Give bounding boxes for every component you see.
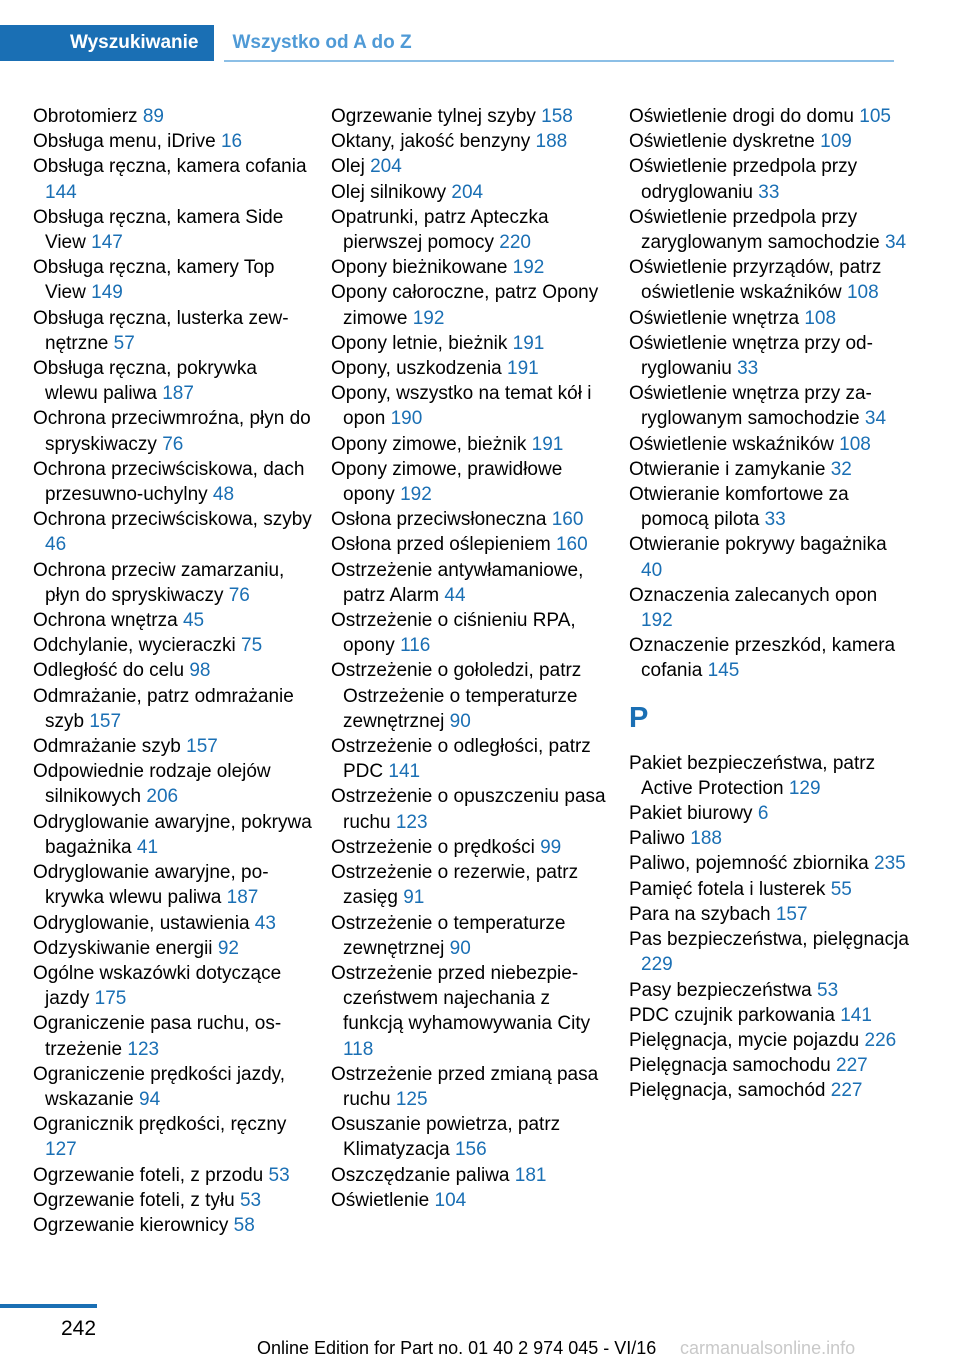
index-entry (33, 684, 313, 734)
index-entry (33, 558, 313, 608)
index-term: Ograniczenie pasa ruchu, ostrzeżenie (33, 1013, 282, 1060)
page-link[interactable]: 226 (864, 1029, 897, 1051)
index-term: Opony bieżnikowane (331, 257, 508, 279)
index-entry (33, 633, 313, 658)
index-entry (33, 406, 313, 456)
index-entry (33, 104, 313, 129)
index-entry (331, 154, 611, 179)
index-term: Ochrona przeciwmroźna, płyn do spryskiwaczy (33, 408, 311, 455)
page-link[interactable]: 235 (874, 853, 906, 875)
index-term: Para na szybach (629, 903, 771, 925)
index-term: Odzyskiwanie energii (33, 937, 213, 959)
index-term: Osuszanie powietrza, patrz Klimatyzacja (331, 1114, 561, 1161)
index-entry (33, 759, 313, 809)
page-link[interactable]: 16 (220, 131, 243, 153)
index-entry (331, 608, 611, 658)
index-term: Ostrzeżenie o gołoledzi, patrz Ostrzeżenie o temperaturze zewnętrznej (331, 660, 582, 732)
index-term: Osłona przed oślepieniem (331, 534, 551, 556)
index-term: Obrotomierz (33, 106, 138, 127)
index-term: Ostrzeżenie o rezerwie, patrz zasięg (331, 862, 579, 909)
index-term: Odchylanie, wycieraczki (33, 635, 236, 657)
index-entry (331, 180, 611, 205)
page-link[interactable]: 53 (239, 1189, 262, 1211)
index-term: Olej silnikowy (331, 181, 447, 203)
index-term: Ostrzeżenie o temperaturze zewnętrznej (331, 912, 566, 959)
page-link[interactable]: 229 (641, 954, 673, 976)
page-link[interactable]: 92 (217, 937, 239, 959)
index-entry (331, 911, 611, 961)
page-link[interactable]: 109 (820, 131, 852, 153)
index-entry (33, 936, 313, 961)
index-entry (629, 1028, 909, 1053)
index-term: Ostrzeżenie o prędkości (331, 836, 535, 858)
index-entry (331, 457, 611, 507)
index-term: Obsługa menu, iDrive (33, 131, 216, 153)
index-term: Obsługa ręczna, kamera cofania (33, 156, 307, 178)
index-entry (33, 1188, 313, 1213)
index-term: Odległość do celu (33, 660, 185, 682)
page-link[interactable]: 187 (162, 383, 194, 405)
index-group-o (629, 104, 909, 684)
tab-wszystko-od-a-do-z[interactable]: Wszystko od A do Z (232, 32, 412, 53)
page-link[interactable]: 158 (541, 106, 573, 127)
index-term: Oznaczenie przeszkód, kamera cofania (629, 635, 896, 682)
index-term: Otwieranie pokrywy bagażnika (629, 534, 887, 556)
index-term: Oświetlenie przedpola przy zaryglowanym samochodzie (629, 206, 880, 254)
page-link[interactable]: 108 (839, 433, 871, 455)
page-link[interactable]: 157 (186, 736, 218, 758)
index-term: PDC czujnik parkowania (629, 1004, 835, 1026)
index-entry (331, 532, 611, 557)
page-link[interactable]: 123 (395, 811, 428, 833)
page-link[interactable]: 76 (162, 433, 184, 455)
index-term: Oświetlenie przedpola przy odryglowaniu (629, 156, 858, 203)
index-term: Pielęgnacja, mycie pojazdu (629, 1029, 860, 1051)
index-entry (629, 306, 909, 331)
page-link[interactable]: 48 (212, 484, 235, 506)
index-entry (331, 961, 611, 1062)
index-term: Opony, uszkodzenia (331, 358, 502, 380)
index-term: Odpowiednie rodzaje olejów silnikowych (33, 761, 271, 808)
index-entry (33, 255, 313, 305)
page-link[interactable]: 147 (91, 232, 123, 254)
index-term: Paliwo (629, 828, 685, 850)
index-term: Obsługa ręczna, kamery Top View (33, 257, 275, 304)
index-entry (629, 1078, 909, 1103)
index-term: Odmrażanie szyb (33, 736, 181, 758)
index-entry (33, 860, 313, 910)
index-entry (33, 734, 313, 759)
page-link[interactable]: 192 (641, 610, 673, 632)
page-link[interactable]: 191 (507, 358, 539, 380)
index-entry (629, 255, 909, 305)
page-link[interactable]: 149 (91, 282, 123, 304)
index-entry (33, 608, 313, 633)
header-tabs (0, 25, 430, 61)
index-term: Ogrzewanie foteli, z tyłu (33, 1189, 235, 1211)
index-term: Ogólne wskazówki dotyczące jazdy (33, 962, 282, 1010)
index-column-1 (33, 104, 313, 1238)
page-link[interactable]: 204 (451, 181, 484, 203)
index-term: Oświetlenie przyrządów, patrz oświetlenie wskaźników (629, 257, 882, 304)
index-term: Ostrzeżenie przed niebezpieczeństwem najechania z funkcją wyhamowywania City (331, 962, 591, 1035)
page-link[interactable]: 34 (864, 408, 887, 430)
page-link[interactable]: 45 (182, 610, 205, 632)
page-link[interactable]: 105 (859, 106, 891, 127)
page-link[interactable]: 190 (390, 408, 423, 430)
index-entry (629, 978, 909, 1003)
index-entry (33, 457, 313, 507)
index-term: Ostrzeżenie o ciśnieniu RPA, opony (331, 610, 576, 657)
index-term: Oktany, jakość benzyny (331, 131, 531, 153)
index-entry (331, 280, 611, 330)
index-term: Oświetlenie drogi do domu (629, 106, 854, 127)
watermark-text: carmanualsonline.info (680, 1338, 856, 1358)
index-entry (629, 1003, 909, 1028)
page-link[interactable]: 129 (788, 777, 821, 799)
index-entry (33, 911, 313, 936)
footer-accent-line (0, 1304, 97, 1308)
index-term: Odryglowanie awaryjne, pokrywa bagażnika (33, 811, 312, 858)
index-entry (33, 154, 313, 204)
page-link[interactable]: 55 (830, 878, 852, 900)
index-entry (629, 205, 909, 255)
page-link[interactable]: 125 (395, 1088, 428, 1110)
index-term: Pasy bezpieczeństwa (629, 979, 812, 1001)
index-term: Opony zimowe, prawidłowe opony (331, 458, 563, 506)
page-link[interactable]: 227 (836, 1055, 868, 1077)
index-term: Pielęgnacja samochodu (629, 1055, 831, 1077)
index-entry (33, 1213, 313, 1238)
index-term: Osłona przeciwsłoneczna (331, 509, 547, 531)
index-entry (33, 810, 313, 860)
page-link[interactable]: 160 (555, 534, 588, 556)
page-link[interactable]: 90 (449, 937, 471, 959)
index-entry (331, 129, 611, 154)
page-link[interactable]: 191 (512, 332, 545, 354)
page-link[interactable]: 91 (403, 887, 425, 909)
index-entry (331, 381, 611, 431)
index-entry (331, 558, 611, 608)
index-entry (629, 801, 909, 826)
page-link[interactable]: 46 (45, 534, 67, 556)
page-link[interactable]: 99 (540, 836, 562, 858)
index-term: Otwieranie i zamykanie (629, 458, 826, 480)
page-link[interactable]: 127 (45, 1139, 77, 1161)
index-term: Ostrzeżenie o opuszczeniu pasa ruchu (331, 786, 606, 833)
section-letter-heading: P (629, 701, 649, 734)
index-entry (629, 331, 909, 381)
index-term: Oświetlenie wnętrza (629, 307, 800, 329)
page-link[interactable]: 204 (370, 156, 402, 178)
index-entry (33, 205, 313, 255)
index-term: Oznaczenia zalecanych opon (629, 584, 878, 606)
index-entry (331, 331, 611, 356)
page-link[interactable]: 175 (94, 988, 127, 1010)
index-term: Pakiet biurowy (629, 803, 753, 825)
index-term: Odmrażanie, patrz odmrażanie szyb (33, 685, 294, 732)
index-entry (629, 1053, 909, 1078)
index-entry (629, 381, 909, 431)
index-group-p (629, 751, 909, 1104)
index-entry (331, 104, 611, 129)
index-entry (33, 658, 313, 683)
index-entry (629, 877, 909, 902)
index-term: Opony letnie, bieżnik (331, 332, 508, 354)
page-link[interactable]: 188 (535, 131, 568, 153)
page-link[interactable]: 156 (454, 1139, 487, 1161)
page-link[interactable]: 206 (146, 786, 179, 808)
index-entry (33, 1011, 313, 1061)
index-entry (629, 826, 909, 851)
page-link[interactable]: 227 (830, 1080, 863, 1102)
page-link[interactable]: 118 (343, 1038, 374, 1060)
index-term: Paliwo, pojemność zbiornika (629, 853, 869, 875)
page-link[interactable]: 41 (136, 836, 159, 858)
index-entry (629, 129, 909, 154)
index-term: Oświetlenie wnętrza przy odryglowaniu (629, 332, 873, 380)
page-link[interactable]: 192 (412, 307, 445, 329)
index-term: Ostrzeżenie przed zmianą pasa ruchu (331, 1063, 599, 1110)
index-term: Ograniczenie prędkości jazdy, wskazanie (33, 1063, 286, 1110)
page-link[interactable]: 144 (45, 181, 77, 203)
page-link[interactable]: 187 (226, 887, 259, 909)
index-entry (629, 532, 909, 582)
page-link[interactable]: 108 (846, 282, 879, 304)
index-term: Pakiet bezpieczeństwa, patrz Active Protection (629, 752, 876, 799)
index-term: Pielęgnacja, samochód (629, 1080, 826, 1102)
page-link[interactable]: 6 (757, 803, 769, 825)
page-link[interactable]: 33 (737, 358, 759, 380)
index-term: Oświetlenie dyskretne (629, 131, 815, 153)
index-entry (629, 432, 909, 457)
page-link[interactable]: 191 (531, 433, 564, 455)
page-link[interactable]: 33 (764, 509, 786, 531)
index-entry (33, 1062, 313, 1112)
index-entry (33, 356, 313, 406)
page-link[interactable]: 75 (241, 635, 263, 657)
page-link[interactable]: 44 (444, 584, 466, 606)
index-entry (33, 961, 313, 1011)
page-link[interactable]: 192 (400, 484, 432, 506)
page-link[interactable]: 89 (142, 106, 164, 127)
page-link[interactable]: 141 (388, 761, 421, 783)
index-term: Oświetlenie wnętrza przy zaryglowanym samochodzie (629, 383, 872, 430)
index-term: Opony zimowe, bieżnik (331, 433, 527, 455)
index-entry (331, 835, 611, 860)
index-entry (331, 1062, 611, 1112)
page-link[interactable]: 33 (758, 181, 780, 203)
index-term: Obsługa ręczna, pokrywka wlewu paliwa (33, 358, 257, 405)
index-term: Ogrzewanie foteli, z przodu (33, 1164, 264, 1186)
index-term: Otwieranie komfortowe za pomocą pilota (629, 484, 849, 531)
index-term: Ogrzewanie kierownicy (33, 1214, 229, 1236)
index-entry (629, 583, 909, 633)
index-term: Ochrona wnętrza (33, 610, 178, 632)
index-term: Opony, wszystko na temat kół i opon (331, 383, 592, 430)
index-term: Obsługa ręczna, lusterka zewnętrzne (33, 307, 289, 354)
header-rule (224, 60, 894, 62)
page-link[interactable]: 98 (189, 660, 211, 682)
page-link[interactable]: 145 (707, 660, 740, 682)
page-link[interactable]: 53 (817, 979, 839, 1001)
index-term: Ostrzeżenie o odległości, patrz PDC (331, 736, 591, 783)
index-entry (331, 255, 611, 280)
index-entry (629, 902, 909, 927)
page-link[interactable]: 116 (400, 635, 431, 657)
page-link[interactable]: 57 (113, 332, 135, 354)
tab-wyszukiwanie[interactable]: Wyszukiwanie (0, 25, 214, 61)
index-entry (629, 927, 909, 977)
index-entry (331, 860, 611, 910)
index-entry (331, 784, 611, 834)
page-link[interactable]: 53 (268, 1164, 290, 1186)
index-entry (629, 851, 909, 876)
page-link[interactable]: 32 (830, 458, 852, 480)
page-link[interactable]: 157 (89, 710, 122, 732)
index-entry (331, 432, 611, 457)
page-link[interactable]: 123 (127, 1038, 160, 1060)
index-entry (629, 633, 909, 683)
index-term: Odryglowanie awaryjne, pokrywka wlewu paliwa (33, 862, 269, 909)
index-entry (629, 751, 909, 801)
index-entry (33, 306, 313, 356)
index-entry (331, 734, 611, 784)
index-entry (629, 104, 909, 129)
index-entry (33, 1112, 313, 1162)
page-link[interactable]: 34 (884, 232, 907, 254)
index-term: Oświetlenie (331, 1189, 430, 1211)
index-entry (331, 1112, 611, 1162)
index-term: Ochrona przeciwściskowa, szyby (33, 509, 312, 531)
index-term: Pamięć fotela i lusterek (629, 878, 826, 900)
index-entry (33, 129, 313, 154)
index-entry (33, 507, 313, 557)
index-term: Ogranicznik prędkości, ręczny (33, 1114, 287, 1136)
index-entry (629, 482, 909, 532)
page-link[interactable]: 157 (775, 903, 808, 925)
page-link[interactable]: 220 (499, 232, 531, 254)
index-term: Opatrunki, patrz Apteczka pierwszej pomocy (331, 206, 549, 254)
page-link[interactable]: 108 (804, 307, 837, 329)
index-entry (331, 356, 611, 381)
edition-text: Online Edition for Part no. 01 40 2 974 045 - VI/16 (257, 1338, 657, 1358)
page-link[interactable]: 58 (233, 1214, 255, 1236)
index-entry (331, 1188, 611, 1213)
index-term: Olej (331, 156, 365, 178)
index-term: Odryglowanie, ustawienia (33, 912, 250, 934)
index-entry (33, 1163, 313, 1188)
index-term: Ochrona przeciwściskowa, dach przesuwno-uchylny (33, 458, 305, 506)
index-entry (331, 205, 611, 255)
page-link[interactable]: 40 (641, 559, 663, 581)
index-entry (331, 507, 611, 532)
page-link[interactable]: 104 (434, 1189, 467, 1211)
index-entry (629, 154, 909, 204)
page-link[interactable]: 188 (690, 828, 722, 850)
index-term: Ostrzeżenie antywłamaniowe, patrz Alarm (331, 559, 584, 606)
index-term: Opony całoroczne, patrz Opony zimowe (331, 282, 599, 329)
page-link[interactable]: 76 (228, 584, 250, 606)
page-link[interactable]: 94 (139, 1088, 161, 1110)
index-entry (331, 658, 611, 734)
page-link[interactable]: 141 (840, 1004, 872, 1026)
page-link[interactable]: 90 (449, 710, 471, 732)
index-column-2 (331, 104, 611, 1213)
index-term: Obsługa ręczna, kamera Side View (33, 206, 284, 254)
index-term: Ogrzewanie tylnej szyby (331, 106, 536, 127)
page-link[interactable]: 43 (254, 912, 276, 934)
index-term: Pas bezpieczeństwa, pielęgnacja (629, 929, 909, 951)
index-term: Oszczędzanie paliwa (331, 1164, 510, 1186)
index-column-3 (629, 104, 909, 1104)
index-entry (331, 1163, 611, 1188)
index-term: Oświetlenie wskaźników (629, 433, 834, 455)
index-term: Ochrona przeciw zamarzaniu, płyn do spryskiwaczy (33, 559, 285, 606)
index-entry (629, 457, 909, 482)
page-number: 242 (61, 1317, 97, 1340)
page-link[interactable]: 192 (512, 257, 545, 279)
page-link[interactable]: 181 (514, 1164, 547, 1186)
page-link[interactable]: 160 (551, 509, 584, 531)
